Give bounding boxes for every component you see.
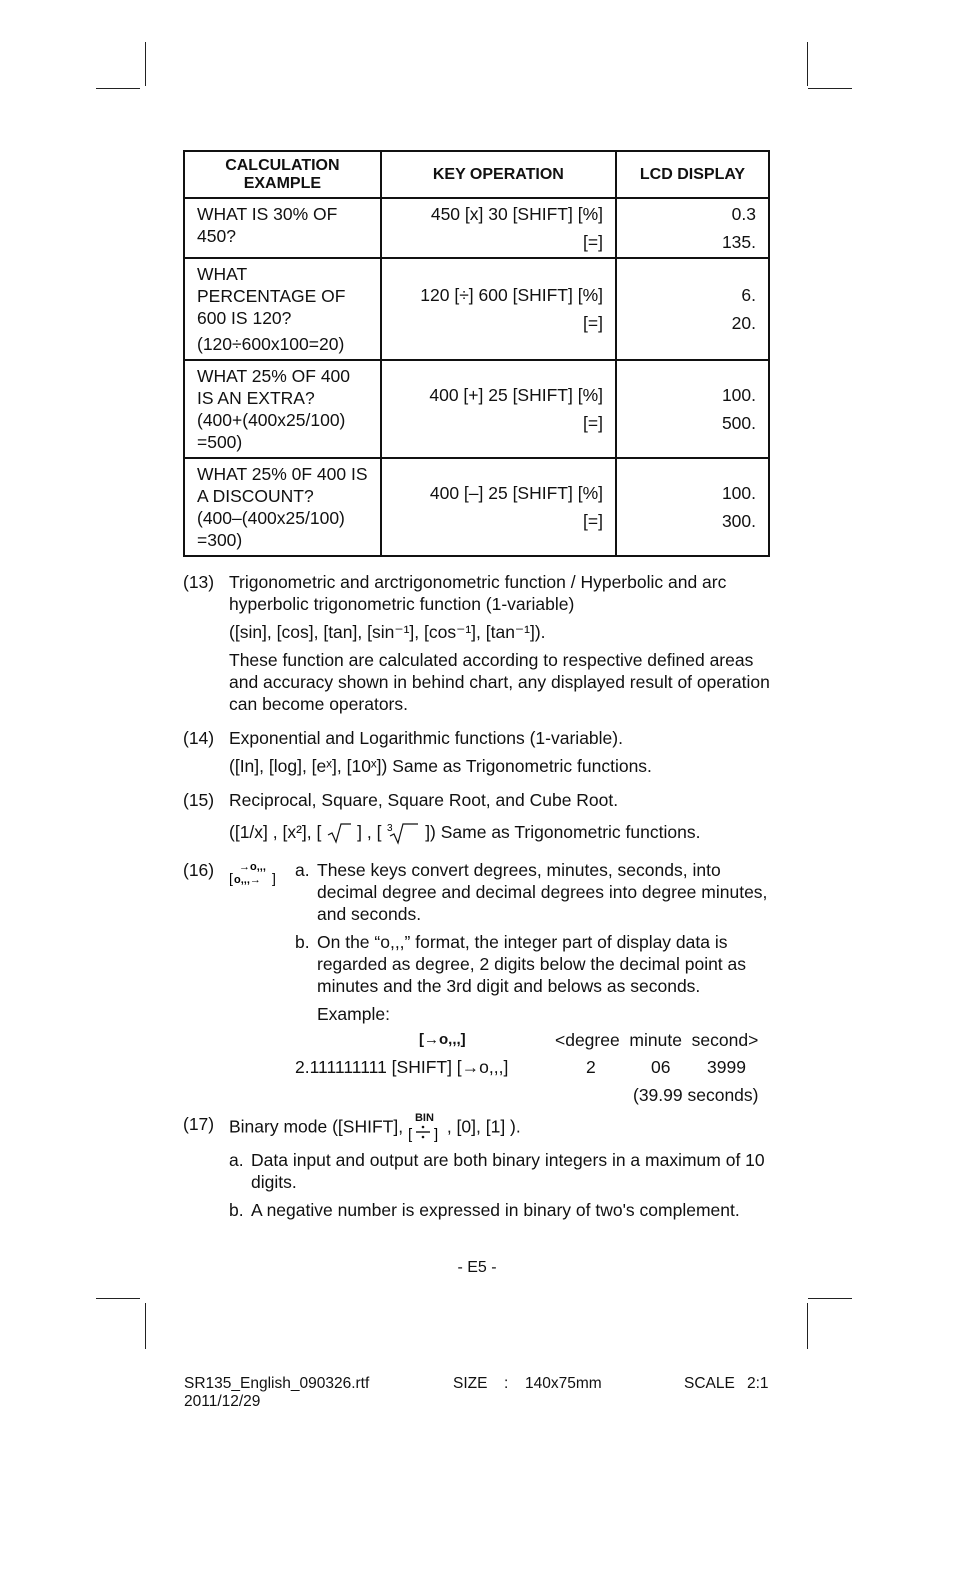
footer-size-sep: : — [504, 1375, 509, 1392]
crop-mark — [96, 88, 140, 89]
section-14 — [183, 727, 773, 777]
header-key-operation: KEY OPERATION — [381, 151, 616, 198]
dms-conversion-key-icon — [229, 859, 285, 887]
crop-mark — [145, 42, 146, 86]
item-title: Trigonometric and arctrigonometric function / Hyperbolic and arc hyperbolic trigonometric function (1-variable) — [229, 572, 727, 614]
footer-scale-value: 2:1 — [747, 1375, 769, 1392]
display-line: 0.3 — [731, 204, 756, 224]
table-row — [184, 198, 769, 258]
item-number: (17) — [183, 1114, 215, 1135]
keys-text: ] , [ — [357, 822, 382, 842]
key-cell — [381, 198, 616, 258]
example-text: WHAT 25% OF 400 IS AN EXTRA? — [197, 366, 351, 408]
example-label: Example: — [317, 1004, 390, 1025]
key-line: [=] — [583, 511, 603, 531]
key-cell — [381, 258, 616, 360]
example-cell — [184, 458, 381, 556]
example-header: <degree minute second> — [555, 1030, 759, 1051]
display-line: 100. — [721, 483, 756, 503]
sub-text: On the “o,,,” format, the integer part of display data is regarded as degree, 2 digits below the decimal point as minutes and the 3rd digit and belows as seconds. — [317, 932, 747, 997]
svg-text:]: ] — [272, 870, 276, 887]
calculation-table — [183, 150, 770, 557]
item-keys: ([sin], [cos], [tan], [sin⁻¹], [cos⁻¹], [tan⁻¹]). — [229, 622, 546, 642]
footer-scale-label: SCALE — [684, 1375, 735, 1392]
sub-label: a. — [229, 1150, 244, 1171]
crop-mark — [807, 1303, 808, 1349]
crop-mark — [145, 1303, 146, 1349]
example-text: WHAT 25% 0F 400 IS A DISCOUNT? — [197, 464, 368, 506]
bin-key — [408, 1113, 442, 1143]
item-number: (16) — [183, 860, 215, 881]
item-number: (13) — [183, 572, 215, 592]
item-description: These function are calculated according to respective defined areas and accuracy shown in behind chart, any displayed result of operation can become operators. — [229, 650, 770, 714]
svg-text:→o,,,: →o,,, — [239, 861, 266, 874]
crop-mark — [96, 1298, 140, 1299]
header-example: CALCULATION EXAMPLE — [184, 151, 381, 198]
svg-text:o,,,→: o,,,→ — [234, 874, 261, 887]
display-line: 100. — [721, 385, 756, 405]
display-line: 135. — [721, 232, 756, 252]
table-row — [184, 458, 769, 556]
example-second: 3999 — [707, 1057, 746, 1078]
svg-text:]: ] — [433, 1126, 439, 1144]
footer-file: SR135_English_090326.rtf — [184, 1375, 370, 1392]
section-16 — [183, 859, 773, 1025]
example-minute: 06 — [651, 1057, 671, 1078]
bin-key-label: BIN — [414, 1112, 434, 1125]
section-13 — [183, 571, 773, 715]
example-text: WHAT PERCENTAGE OF 600 IS 120? — [197, 264, 346, 328]
example-degree: 2 — [586, 1057, 596, 1078]
example-text: WHAT IS 30% OF 450? — [197, 204, 338, 246]
crop-mark — [808, 1298, 852, 1299]
svg-text:3: 3 — [387, 823, 393, 835]
key-cell — [381, 360, 616, 458]
example-note: (39.99 seconds) — [633, 1085, 759, 1106]
display-line: 6. — [741, 285, 756, 305]
sub-text: Data input and output are both binary integers in a maximum of 10 digits. — [251, 1150, 765, 1193]
example-formula: (400–(400x25/100) =300) — [197, 508, 345, 550]
square-root-icon — [326, 822, 352, 844]
item-keys: ([In], [log], [eˣ], [10ˣ]) Same as Trigonometric functions. — [229, 756, 652, 776]
keys-text: ]) Same as Trigonometric functions. — [425, 822, 701, 842]
footer-size-label: SIZE — [453, 1375, 488, 1392]
item-number: (15) — [183, 790, 215, 810]
item-title: Reciprocal, Square, Square Root, and Cube Root. — [229, 790, 619, 810]
example-cell — [184, 198, 381, 258]
display-cell — [616, 258, 769, 360]
display-cell — [616, 458, 769, 556]
display-line: 300. — [721, 511, 756, 531]
display-cell — [616, 360, 769, 458]
display-line: 20. — [731, 313, 756, 333]
title-text: , [0], [1] ). — [446, 1117, 521, 1137]
key-cell — [381, 458, 616, 556]
example-cell — [184, 360, 381, 458]
sub-label: a. — [295, 860, 310, 881]
svg-text:[: [ — [229, 870, 233, 887]
table-row — [184, 360, 769, 458]
crop-mark — [808, 88, 852, 89]
example-input: 2.111111111 [SHIFT] [→o,,,] — [295, 1057, 509, 1078]
key-line: [=] — [583, 313, 603, 333]
cube-root-icon — [386, 821, 420, 845]
header-lcd-display: LCD DISPLAY — [616, 151, 769, 198]
key-line: 400 [–] 25 [SHIFT] [%] — [429, 483, 603, 503]
divide-key-icon — [408, 1121, 442, 1143]
footer-size-value: 140x75mm — [525, 1375, 602, 1392]
sub-label: b. — [295, 932, 310, 953]
key-line: 120 [÷] 600 [SHIFT] [%] — [420, 285, 603, 305]
page-number: - E5 - — [457, 1259, 497, 1276]
sub-label: b. — [229, 1200, 244, 1221]
footer-date: 2011/12/29 — [184, 1393, 261, 1410]
display-line: 500. — [721, 413, 756, 433]
item-keys — [229, 821, 773, 845]
example-key: [→o,,,] — [419, 1031, 466, 1049]
display-cell — [616, 198, 769, 258]
key-line: 450 [x] 30 [SHIFT] [%] — [430, 204, 603, 224]
page-content — [183, 150, 773, 1221]
svg-text:[: [ — [407, 1126, 413, 1144]
key-line: [=] — [583, 413, 603, 433]
title-text: Binary mode ([SHIFT], — [229, 1117, 404, 1137]
example-formula: (400+(400x25/100) =500) — [197, 410, 346, 452]
dms-example — [183, 1029, 773, 1105]
item-number: (14) — [183, 728, 215, 748]
item-title: Exponential and Logarithmic functions (1-variable). — [229, 728, 623, 748]
crop-mark — [807, 42, 808, 86]
example-cell — [184, 258, 381, 360]
sub-text: These keys convert degrees, minutes, seconds, into decimal degree and decimal degrees into degree minutes, and seconds. — [317, 860, 768, 925]
keys-text: ([1/x] , [x²], [ — [229, 822, 322, 842]
section-15 — [183, 789, 773, 845]
example-formula: (120÷600x100=20) — [197, 334, 345, 354]
key-line: [=] — [583, 232, 603, 252]
key-line: 400 [+] 25 [SHIFT] [%] — [429, 385, 603, 405]
item-title — [229, 1113, 773, 1143]
section-17 — [183, 1113, 773, 1221]
table-row — [184, 258, 769, 360]
sub-text: A negative number is expressed in binary of two's complement. — [251, 1200, 740, 1221]
